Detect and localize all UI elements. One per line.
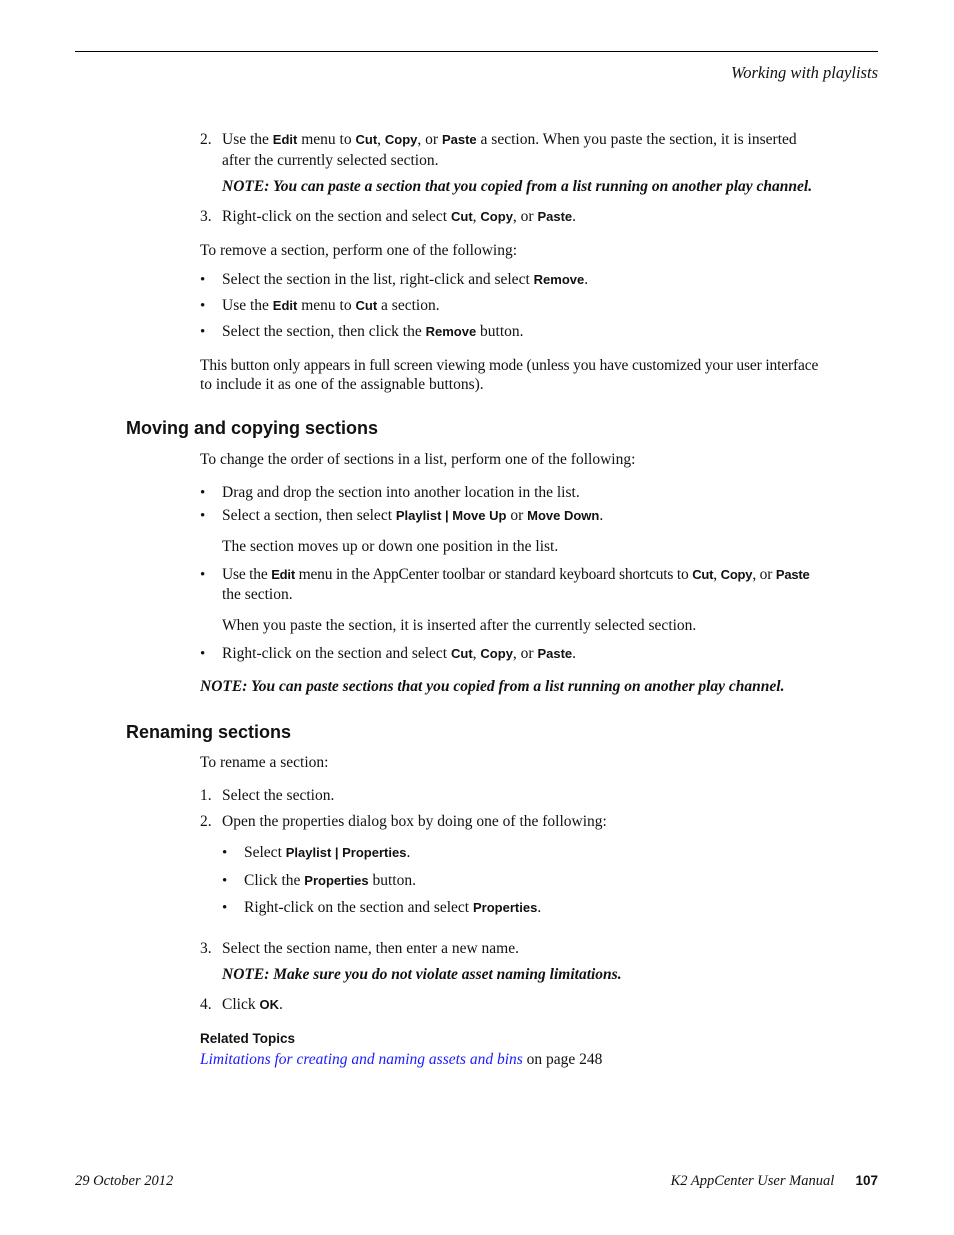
- text: menu to: [297, 131, 356, 148]
- command-cut: Cut: [355, 132, 378, 147]
- paragraph: This button only appears in full screen viewing mode (unless you have customized your user interface: [200, 357, 819, 374]
- command-paste: Paste: [441, 132, 477, 147]
- text: .: [278, 996, 283, 1013]
- text: ,: [713, 566, 721, 583]
- text: a section. When you paste the section, it is inserted: [476, 131, 797, 148]
- text: or: [506, 507, 528, 524]
- footer-manual-title: K2 AppCenter User Manual: [670, 1173, 835, 1189]
- command-copy: Copy: [480, 646, 513, 661]
- bullet: •: [200, 272, 206, 288]
- step-number: 4.: [200, 996, 212, 1013]
- command-cut: Cut: [692, 567, 714, 582]
- command-cut: Cut: [451, 209, 473, 224]
- step-number: 3.: [200, 208, 212, 225]
- text: , or: [752, 566, 776, 583]
- command-cut: Cut: [451, 646, 473, 661]
- step-number: 2.: [200, 813, 212, 830]
- step-number: 2.: [200, 131, 212, 148]
- menu-edit: Edit: [271, 567, 295, 582]
- text: Click the: [244, 872, 305, 889]
- bullet: •: [200, 567, 206, 583]
- related-topic-link[interactable]: Limitations for creating and naming assets and bins: [200, 1051, 523, 1068]
- footer-right: [671, 1171, 878, 1191]
- bullet: •: [222, 845, 228, 861]
- text: Click: [222, 996, 260, 1013]
- text: Use the: [222, 566, 272, 583]
- menu-edit: Edit: [272, 298, 298, 313]
- list-item: [222, 506, 603, 526]
- text: Select: [244, 844, 286, 861]
- list-item: [244, 871, 416, 891]
- text: Use the: [222, 131, 273, 148]
- text: Select the section, then click the: [222, 323, 426, 340]
- paragraph: To rename a section:: [200, 754, 329, 771]
- step-text: Select the section name, then enter a new name.: [222, 940, 519, 957]
- text: menu in the AppCenter toolbar or standard keyboard shortcuts to: [294, 566, 693, 583]
- list-item: [222, 565, 810, 585]
- text: Use the: [222, 297, 273, 314]
- page-number: 107: [855, 1173, 878, 1188]
- paragraph: to include it as one of the assignable buttons).: [200, 376, 484, 393]
- command-paste: Paste: [537, 209, 573, 224]
- text: .: [406, 844, 411, 861]
- list-item: [244, 898, 541, 918]
- section-heading: Moving and copying sections: [126, 418, 379, 438]
- text: Select a section, then select: [222, 507, 396, 524]
- text: Right-click on the section and select: [222, 645, 451, 662]
- command-copy: Copy: [384, 132, 418, 147]
- step-text: [222, 207, 576, 227]
- running-header: Working with playlists: [731, 63, 878, 82]
- paragraph: To remove a section, perform one of the following:: [200, 242, 518, 259]
- note: NOTE: You can paste sections that you copied from a list running on another play channel.: [200, 678, 785, 695]
- text: .: [572, 645, 577, 662]
- command-cut: Cut: [355, 298, 378, 313]
- step-number: 1.: [200, 787, 212, 804]
- step-text: [222, 130, 797, 150]
- button-ok: OK: [259, 997, 279, 1012]
- command-remove: Remove: [533, 272, 585, 287]
- paragraph: When you paste the section, it is inserted after the currently selected section.: [222, 617, 697, 634]
- paragraph: To change the order of sections in a list, perform one of the following:: [200, 451, 636, 468]
- text: a section.: [377, 297, 440, 314]
- text: .: [584, 271, 589, 288]
- step-text: [222, 995, 283, 1015]
- menu-edit: Edit: [272, 132, 298, 147]
- button-properties: Properties: [304, 873, 369, 888]
- list-item: [222, 270, 588, 290]
- step-number: 3.: [200, 940, 212, 957]
- bullet: •: [200, 646, 206, 662]
- text: menu to: [297, 297, 356, 314]
- list-item: Drag and drop the section into another location in the list.: [222, 484, 580, 501]
- bullet: •: [200, 298, 206, 314]
- menu-playlist-move-up: Playlist | Move Up: [395, 508, 507, 523]
- text: ,: [472, 645, 481, 662]
- text: button.: [476, 323, 524, 340]
- step-text: Select the section.: [222, 787, 335, 804]
- command-move-down: Move Down: [527, 508, 600, 523]
- bullet: •: [222, 900, 228, 916]
- list-item: [222, 322, 524, 342]
- bullet: •: [200, 485, 206, 501]
- text: , or: [417, 131, 442, 148]
- text: Right-click on the section and select: [222, 208, 451, 225]
- text: ,: [472, 208, 481, 225]
- text: .: [537, 899, 542, 916]
- command-paste: Paste: [537, 646, 573, 661]
- related-topics-heading: Related Topics: [200, 1031, 296, 1046]
- text: button.: [368, 872, 416, 889]
- note: NOTE: You can paste a section that you copied from a list running on another play channel.: [222, 178, 813, 195]
- bullet: •: [200, 508, 206, 524]
- button-remove: Remove: [425, 324, 477, 339]
- command-copy: Copy: [720, 567, 753, 582]
- text: ,: [377, 131, 385, 148]
- command-paste: Paste: [775, 567, 810, 582]
- page-reference: on page 248: [522, 1051, 603, 1068]
- text: .: [572, 208, 577, 225]
- footer-date: 29 October 2012: [75, 1173, 174, 1189]
- section-heading: Renaming sections: [126, 722, 292, 742]
- list-item: [244, 843, 410, 863]
- menu-playlist-properties: Playlist | Properties: [285, 845, 407, 860]
- command-copy: Copy: [480, 209, 513, 224]
- text: Select the section in the list, right-click and select: [222, 271, 534, 288]
- text: Right-click on the section and select: [244, 899, 473, 916]
- list-item-line2: the section.: [222, 586, 293, 603]
- bullet: •: [222, 873, 228, 889]
- paragraph: The section moves up or down one position in the list.: [222, 538, 559, 555]
- related-topic: [200, 1050, 602, 1070]
- header-rule: [75, 51, 878, 52]
- bullet: •: [200, 324, 206, 340]
- command-properties: Properties: [473, 900, 538, 915]
- list-item: [222, 296, 440, 316]
- note: NOTE: Make sure you do not violate asset naming limitations.: [222, 966, 622, 983]
- text: .: [599, 507, 604, 524]
- text: , or: [512, 645, 538, 662]
- text: , or: [512, 208, 538, 225]
- list-item: [222, 644, 576, 664]
- step-text-line2: after the currently selected section.: [222, 152, 439, 169]
- step-text: Open the properties dialog box by doing one of the following:: [222, 813, 607, 830]
